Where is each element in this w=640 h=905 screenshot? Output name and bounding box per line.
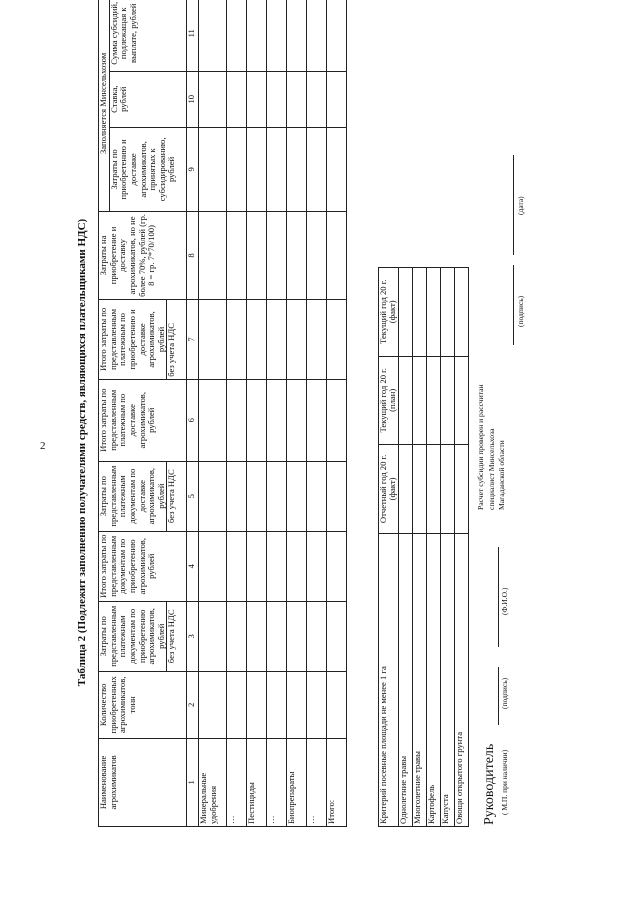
subheader-col-7: без учета НДС — [167, 300, 187, 380]
header-col-4: Итого затраты по представленным документам по приобретению агрохимикатов, рублей — [99, 531, 187, 601]
column-number: 10 — [187, 71, 199, 127]
column-number: 9 — [187, 127, 199, 211]
column-number: 7 — [187, 300, 199, 380]
header-col-2: Количество приобретенных агрохимикатов, тонн — [99, 671, 187, 738]
column-number: 6 — [187, 379, 199, 461]
criteria-row — [440, 268, 454, 827]
header-col-8: Затраты на приобретение и доставку агрохимикатов, но не более 70%, рублей (гр. 8 = гр. 7*70/100) — [99, 211, 187, 299]
stamp-caption: ( М.П. при наличии) — [500, 749, 509, 815]
specialist-date-caption: (дата) — [516, 196, 525, 215]
row-label: Минеральные удобрения — [199, 738, 227, 826]
signature-caption: (подпись) — [500, 677, 509, 709]
column-number: 3 — [187, 601, 199, 671]
name-line — [498, 547, 499, 647]
subheader-col-3: без учета НДС — [167, 601, 187, 671]
criteria-header: Критерий посевные площади не менее 1 га — [379, 533, 399, 826]
criteria-row — [426, 268, 440, 827]
header-col-6: Итого затраты по представленным платежным по доставке агрохимикатов, рублей — [99, 379, 187, 461]
header-col-3: Затраты по представленным платежным документам по приобретению агрохимикатов, рублей — [99, 601, 167, 671]
specialist-text-line: Магаданской области — [497, 440, 507, 510]
row-label: Биопрепараты — [287, 738, 307, 826]
criteria-label: Овощи открытого грунта — [454, 533, 468, 826]
column-number: 11 — [187, 0, 199, 71]
subheader-col-5: без учета НДС — [167, 461, 187, 531]
criteria-label: Однолетние травы — [398, 533, 412, 826]
current-plan-header: Текущий год 20 г. (план) — [379, 356, 399, 445]
criteria-row — [398, 268, 412, 827]
criteria-row — [454, 268, 468, 827]
specialist-signature-line — [513, 265, 514, 345]
row-label: … — [307, 738, 327, 826]
table-row — [287, 0, 307, 827]
agrochemicals-table — [98, 0, 347, 827]
header-col-5: Затраты по представленным платежным документам по доставке агрохимикатов, рублей — [99, 461, 167, 531]
header-col-1: Наименование агрохимикатов — [99, 738, 187, 826]
page-number: 2 — [40, 440, 46, 452]
signature-line — [498, 667, 499, 725]
row-label: … — [267, 738, 287, 826]
criteria-label: Многолетние травы — [412, 533, 426, 826]
table-row — [267, 0, 287, 827]
table-row — [327, 0, 347, 827]
ministry-group-header: Заполняется Минсельхозом — [99, 0, 110, 211]
header-col-9: Затраты по приобретению и доставке агрохимикатов, принятых к субсидированию, рублей — [109, 127, 187, 211]
criteria-table — [378, 267, 469, 827]
header-col-10: Ставка, рублей — [109, 71, 187, 127]
specialist-text-line: Расчет субсидии проверен и рассчитан — [476, 384, 485, 510]
header-col-11: Сумма субсидий, подлежащая к выплате, рублей — [109, 0, 187, 71]
table-row — [227, 0, 247, 827]
criteria-row — [412, 268, 426, 827]
row-label: Итого: — [327, 738, 347, 826]
column-numbers-row — [187, 0, 199, 827]
table-row — [247, 0, 267, 827]
header-col-7: Итого затраты по представленным платежным по приобретению и доставке агрохимикатов, рублей — [99, 300, 167, 380]
table-row — [199, 0, 227, 827]
specialist-text-line: специалист Минсельхоза — [486, 428, 496, 510]
head-label: Руководитель — [482, 743, 497, 825]
row-label: Пестициды — [247, 738, 267, 826]
table-row — [307, 0, 327, 827]
row-label: … — [227, 738, 247, 826]
current-fact-header: Текущий год 20 г. (факт) — [379, 268, 399, 357]
name-caption: (Ф.И.О.) — [500, 587, 509, 615]
column-number: 5 — [187, 461, 199, 531]
column-number: 8 — [187, 211, 199, 299]
criteria-label: Капуста — [440, 533, 454, 826]
column-number: 2 — [187, 671, 199, 738]
criteria-label: Картофель — [426, 533, 440, 826]
column-number: 4 — [187, 531, 199, 601]
table-title: Таблица 2 (Подлежит заполнению получателями средств, являющихся плательщиками НДС) — [76, 218, 88, 687]
reported-year-header: Отчетный год 20 г. (факт) — [379, 445, 399, 534]
specialist-date-line — [513, 155, 514, 255]
column-number: 1 — [187, 738, 199, 826]
specialist-signature-caption: (подпись) — [516, 295, 525, 327]
specialist-note — [476, 360, 508, 510]
